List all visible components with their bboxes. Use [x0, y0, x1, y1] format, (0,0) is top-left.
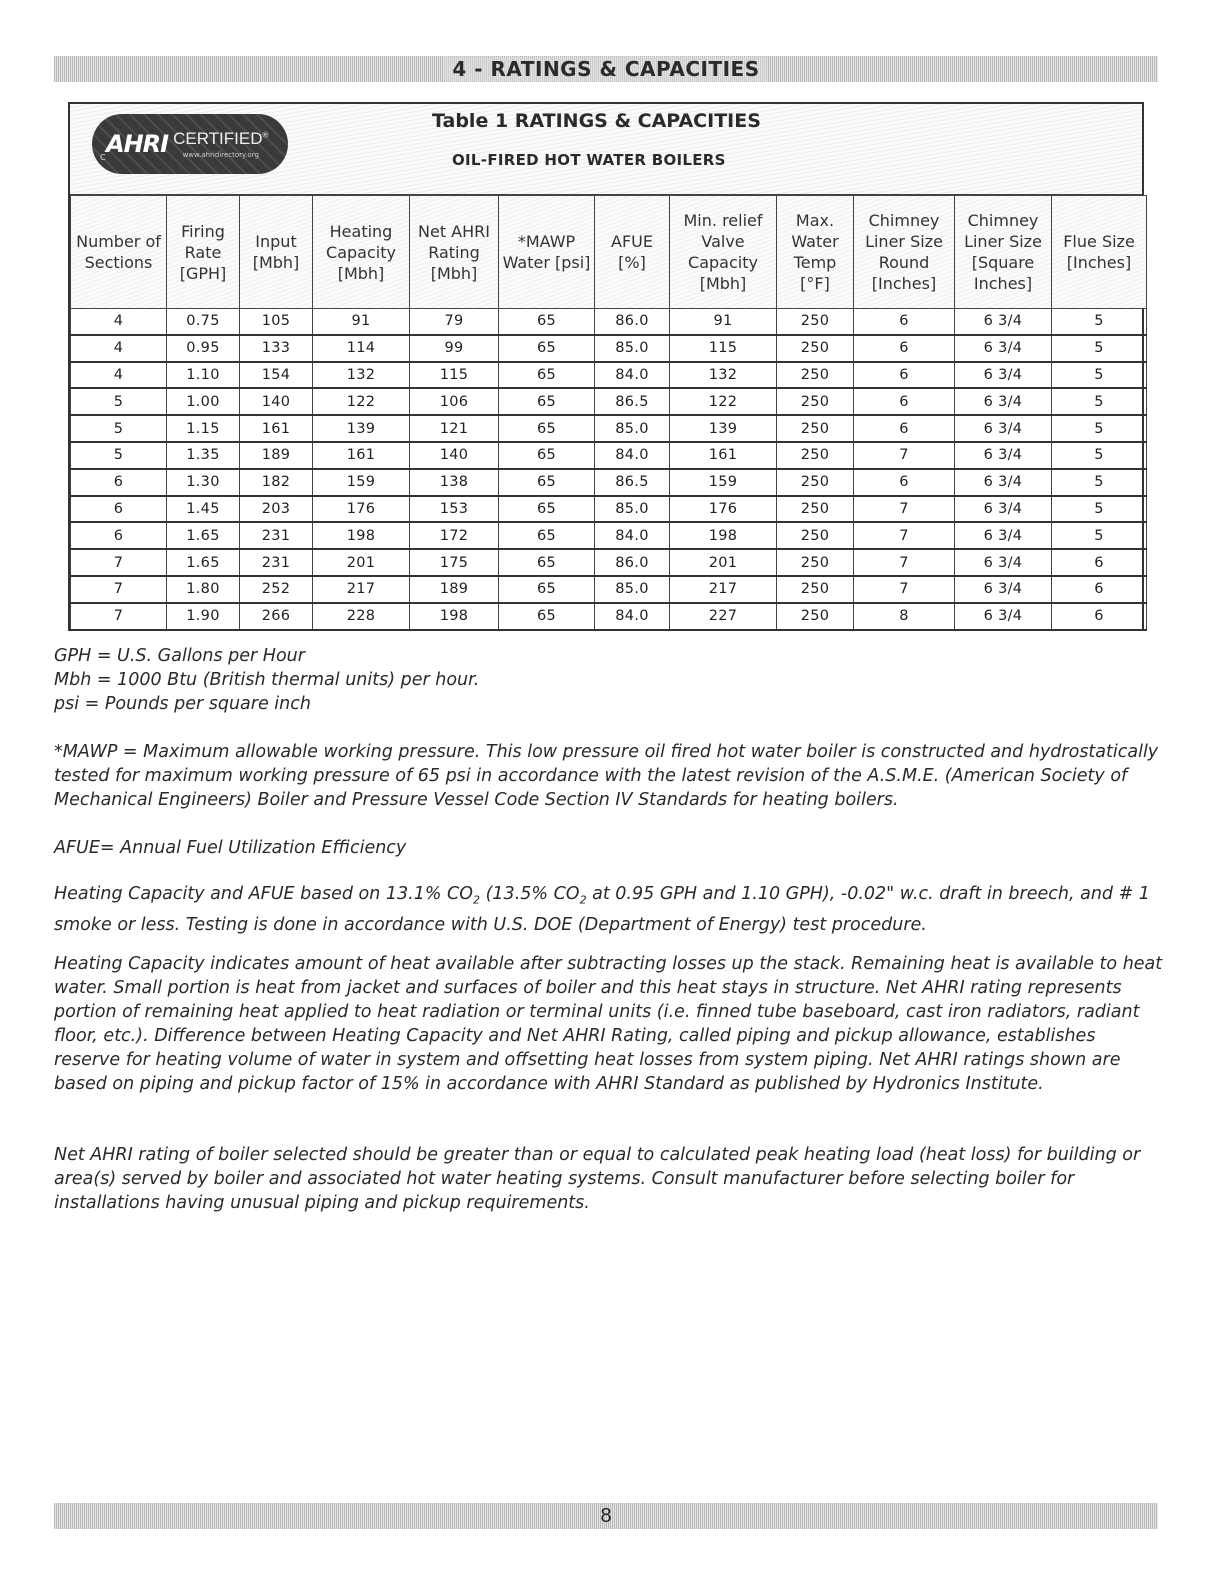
section-title: 4 - RATINGS & CAPACITIES: [444, 57, 767, 81]
table-cell: 161: [240, 415, 313, 442]
table-cell: 250: [777, 603, 854, 630]
table-cell: 6: [854, 335, 955, 362]
table-cell: 65: [499, 415, 595, 442]
table-cell: 182: [240, 469, 313, 496]
table-row: [71, 496, 1147, 523]
table-cell: 86.5: [595, 388, 670, 415]
table-cell: 65: [499, 469, 595, 496]
table-cell: 91: [670, 309, 777, 335]
table-cell: 6: [71, 469, 167, 496]
table-row: [71, 576, 1147, 603]
mawp-note-text: *MAWP = Maximum allowable working pressure. This low pressure oil fired hot water boiler is constructed and hydrostatically tested for maximum working pressure of 65 psi in accordance with the latest revision of the A.S.M.E. (American Society of Mechanical Engineers) Boiler and Pressure Vessel Code Section IV Standards for heating boilers.: [54, 742, 1159, 810]
table-cell: 65: [499, 496, 595, 523]
table-cell: 7: [854, 496, 955, 523]
table-cell: 5: [1052, 496, 1147, 523]
table-cell: 1.80: [167, 576, 240, 603]
table-cell: 139: [670, 415, 777, 442]
table-cell: 6: [1052, 549, 1147, 576]
footer-bar: [54, 1503, 1158, 1529]
table-cell: 4: [71, 335, 167, 362]
table-cell: 0.75: [167, 309, 240, 335]
table-cell: 6: [854, 469, 955, 496]
table-cell: 7: [854, 549, 955, 576]
table-cell: 140: [240, 388, 313, 415]
table-cell: 6 3/4: [955, 549, 1052, 576]
table-cell: 115: [410, 362, 499, 389]
table-cell: 5: [1052, 415, 1147, 442]
table-cell: 99: [410, 335, 499, 362]
table-cell: 138: [410, 469, 499, 496]
table-caption-box: [70, 104, 1142, 195]
table-row: [71, 469, 1147, 496]
table-cell: 6: [854, 388, 955, 415]
page-number: 8: [600, 1504, 612, 1527]
table-cell: 250: [777, 496, 854, 523]
table-cell: 65: [499, 442, 595, 469]
table-cell: 176: [313, 496, 410, 523]
table-cell: 7: [71, 603, 167, 630]
table-cell: 5: [71, 388, 167, 415]
table-cell: 85.0: [595, 576, 670, 603]
table-cell: 122: [670, 388, 777, 415]
table-cell: 65: [499, 362, 595, 389]
table-cell: 5: [1052, 388, 1147, 415]
table-cell: 6: [854, 309, 955, 335]
table-cell: 65: [499, 576, 595, 603]
column-header: Net AHRI Rating [Mbh]: [410, 196, 499, 309]
table-cell: 1.00: [167, 388, 240, 415]
table-cell: 86.5: [595, 469, 670, 496]
table-cell: 6: [854, 415, 955, 442]
table-cell: 266: [240, 603, 313, 630]
table-cell: 5: [1052, 309, 1147, 335]
table-cell: 79: [410, 309, 499, 335]
table-cell: 84.0: [595, 603, 670, 630]
definition-gph: GPH = U.S. Gallons per Hour: [54, 646, 305, 666]
table-cell: 6 3/4: [955, 603, 1052, 630]
table-cell: 65: [499, 603, 595, 630]
table-cell: 161: [313, 442, 410, 469]
column-header: Number of Sections: [71, 196, 167, 309]
table-cell: 159: [670, 469, 777, 496]
table-cell: 250: [777, 469, 854, 496]
table-cell: 121: [410, 415, 499, 442]
table-row: [71, 522, 1147, 549]
table-cell: 132: [313, 362, 410, 389]
table-cell: 0.95: [167, 335, 240, 362]
table-cell: 5: [1052, 362, 1147, 389]
table-cell: 1.65: [167, 522, 240, 549]
column-header: Heating Capacity [Mbh]: [313, 196, 410, 309]
table-cell: 6: [1052, 603, 1147, 630]
table-subtitle: OIL-FIRED HOT WATER BOILERS: [452, 151, 726, 169]
table-cell: 115: [670, 335, 777, 362]
table-cell: 5: [71, 415, 167, 442]
table-cell: 217: [670, 576, 777, 603]
table-row: [71, 309, 1147, 335]
table-cell: 6 3/4: [955, 442, 1052, 469]
table-row: [71, 388, 1147, 415]
table-cell: 175: [410, 549, 499, 576]
table-cell: 203: [240, 496, 313, 523]
table-cell: 227: [670, 603, 777, 630]
table-cell: 65: [499, 522, 595, 549]
definition-psi: psi = Pounds per square inch: [54, 694, 311, 714]
column-header: Chimney Liner Size Round [Inches]: [854, 196, 955, 309]
column-header: Max. Water Temp [°F]: [777, 196, 854, 309]
table-cell: 122: [313, 388, 410, 415]
table-cell: 176: [670, 496, 777, 523]
ahri-certified-logo: [92, 114, 288, 174]
table-cell: 250: [777, 362, 854, 389]
column-header: Flue Size [Inches]: [1052, 196, 1147, 309]
afue-note: [54, 836, 1164, 860]
table-cell: 84.0: [595, 442, 670, 469]
table-row: [71, 362, 1147, 389]
mawp-note: [54, 740, 1164, 812]
table-cell: 6 3/4: [955, 415, 1052, 442]
column-header: Min. relief Valve Capacity [Mbh]: [670, 196, 777, 309]
table-cell: 250: [777, 415, 854, 442]
table-cell: 6 3/4: [955, 309, 1052, 335]
selection-note-text: Net AHRI rating of boiler selected should be greater than or equal to calculated peak heating load (heat loss) for building or area(s) served by boiler and associated hot water heating systems. Consult manufacturer before selecting boiler for installations having unusual piping and pickup requirements.: [54, 1145, 1141, 1213]
logo-c-mark: C: [100, 153, 106, 162]
logo-url: www.ahridirectory.org: [182, 151, 259, 159]
column-header: *MAWP Water [psi]: [499, 196, 595, 309]
table-cell: 1.90: [167, 603, 240, 630]
table-cell: 65: [499, 388, 595, 415]
table-cell: 7: [71, 549, 167, 576]
table-cell: 6 3/4: [955, 388, 1052, 415]
table-cell: 6 3/4: [955, 362, 1052, 389]
table-row: [71, 415, 1147, 442]
table-cell: 84.0: [595, 522, 670, 549]
table-title: Table 1 RATINGS & CAPACITIES: [432, 110, 761, 132]
table-cell: 106: [410, 388, 499, 415]
table-cell: 1.30: [167, 469, 240, 496]
table-cell: 105: [240, 309, 313, 335]
table-cell: 198: [670, 522, 777, 549]
table-cell: 250: [777, 388, 854, 415]
table-cell: 217: [313, 576, 410, 603]
table-cell: 4: [71, 362, 167, 389]
ratings-table-container: [68, 102, 1144, 631]
table-cell: 153: [410, 496, 499, 523]
afue-note-text: AFUE= Annual Fuel Utilization Efficiency: [54, 838, 407, 858]
table-row: [71, 442, 1147, 469]
table-cell: 198: [410, 603, 499, 630]
table-cell: 6: [1052, 576, 1147, 603]
table-cell: 91: [313, 309, 410, 335]
table-cell: 159: [313, 469, 410, 496]
table-cell: 86.0: [595, 549, 670, 576]
definitions-block: [54, 644, 1164, 716]
table-cell: 228: [313, 603, 410, 630]
column-header: Input [Mbh]: [240, 196, 313, 309]
table-cell: 7: [854, 522, 955, 549]
table-cell: 252: [240, 576, 313, 603]
table-cell: 231: [240, 549, 313, 576]
table-cell: 5: [1052, 522, 1147, 549]
heating-capacity-note: [54, 952, 1164, 1096]
table-cell: 139: [313, 415, 410, 442]
heating-capacity-text: Heating Capacity indicates amount of heat available after subtracting losses up the stack. Remaining heat is available to heat water. Small portion is heat from jacket and surfaces of boiler and this heat stays in structure. Net AHRI rating represents portion of remaining heat applied to heat radiation or terminal units (i.e. finned tube baseboard, cast iron radiators, radiant floor, etc.). Difference between Heating Capacity and Net AHRI Rating, called piping and pickup allowance, establishes reserve for heating volume of water in system and offsetting heat losses from system piping. Net AHRI ratings shown are based on piping and pickup factor of 15% in accordance with AHRI Standard as published by Hydronics Institute.: [54, 954, 1163, 1094]
heating-basis-text: Heating Capacity and AFUE based on 13.1% $CO_2$ (13.5% $CO_2$ at 0.95 GPH and 1.10 GPH), -0.02" w.c. draft in breech, and # 1 smoke or less. Testing is done in accordance with U.S. DOE (Department of Energy) test procedure.: [54, 884, 1150, 935]
column-header: Chimney Liner Size [Square Inches]: [955, 196, 1052, 309]
table-row: [71, 335, 1147, 362]
table-cell: 7: [854, 442, 955, 469]
table-cell: 250: [777, 576, 854, 603]
header-row: [71, 196, 1147, 309]
logo-ahri-text: AHRI: [106, 130, 169, 158]
logo-certified-text: CERTIFIED®: [173, 129, 269, 148]
table-cell: 6 3/4: [955, 496, 1052, 523]
table-cell: 5: [1052, 442, 1147, 469]
table-cell: 6 3/4: [955, 335, 1052, 362]
ratings-table: [70, 195, 1147, 631]
table-cell: 189: [410, 576, 499, 603]
table-cell: 201: [313, 549, 410, 576]
table-cell: 4: [71, 309, 167, 335]
table-cell: 1.65: [167, 549, 240, 576]
table-cell: 1.45: [167, 496, 240, 523]
table-cell: 86.0: [595, 309, 670, 335]
table-cell: 65: [499, 335, 595, 362]
table-cell: 5: [71, 442, 167, 469]
table-cell: 250: [777, 549, 854, 576]
table-cell: 65: [499, 309, 595, 335]
table-cell: 85.0: [595, 335, 670, 362]
table-cell: 8: [854, 603, 955, 630]
table-cell: 198: [313, 522, 410, 549]
heating-basis-note: [54, 882, 1164, 937]
table-header: [71, 196, 1147, 309]
table-cell: 154: [240, 362, 313, 389]
table-cell: 5: [1052, 469, 1147, 496]
table-cell: 189: [240, 442, 313, 469]
column-header: Firing Rate [GPH]: [167, 196, 240, 309]
table-cell: 6: [71, 522, 167, 549]
table-cell: 6: [71, 496, 167, 523]
table-cell: 250: [777, 309, 854, 335]
table-cell: 161: [670, 442, 777, 469]
table-cell: 84.0: [595, 362, 670, 389]
table-cell: 6 3/4: [955, 522, 1052, 549]
table-cell: 231: [240, 522, 313, 549]
table-cell: 250: [777, 335, 854, 362]
section-header-bar: [54, 56, 1158, 82]
table-cell: 6: [854, 362, 955, 389]
definition-mbh: Mbh = 1000 Btu (British thermal units) per hour.: [54, 670, 480, 690]
table-cell: 1.15: [167, 415, 240, 442]
table-cell: 85.0: [595, 415, 670, 442]
table-cell: 132: [670, 362, 777, 389]
table-cell: 7: [854, 576, 955, 603]
column-header: AFUE [%]: [595, 196, 670, 309]
table-cell: 140: [410, 442, 499, 469]
table-cell: 250: [777, 522, 854, 549]
table-cell: 65: [499, 549, 595, 576]
table-row: [71, 603, 1147, 630]
table-cell: 6 3/4: [955, 576, 1052, 603]
selection-note: [54, 1143, 1164, 1215]
table-cell: 7: [71, 576, 167, 603]
logo-cert-block: [173, 129, 268, 159]
table-cell: 201: [670, 549, 777, 576]
table-cell: 133: [240, 335, 313, 362]
table-cell: 1.10: [167, 362, 240, 389]
table-cell: 172: [410, 522, 499, 549]
table-cell: 6 3/4: [955, 469, 1052, 496]
table-cell: 114: [313, 335, 410, 362]
table-cell: 5: [1052, 335, 1147, 362]
table-body: [71, 309, 1147, 630]
table-cell: 250: [777, 442, 854, 469]
table-cell: 1.35: [167, 442, 240, 469]
table-row: [71, 549, 1147, 576]
table-cell: 85.0: [595, 496, 670, 523]
